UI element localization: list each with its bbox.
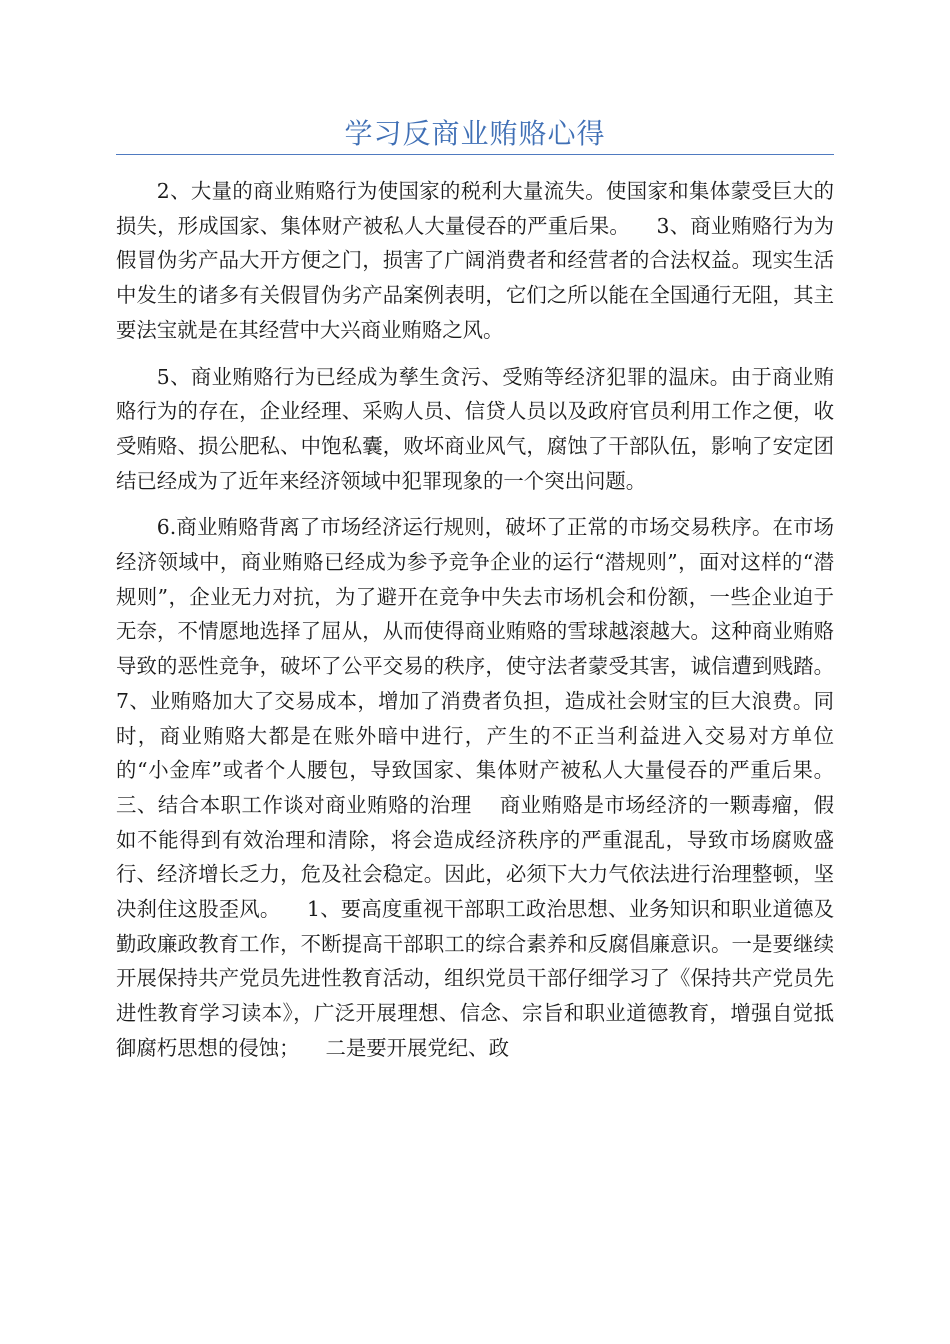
paragraph-2: 5、商业贿赂行为已经成为孳生贪污、受贿等经济犯罪的温床。由于商业贿赂行为的存在，企业经理、采购人员、信贷人员以及政府官员利用工作之便，收受贿赂、损公肥私、中饱私囊，败坏商业风气，腐蚀了干部队伍，影响了安定团结已经成为了近年来经济领域中犯罪现象的一个突出问题。: [116, 364, 834, 493]
paragraph-3: 6.商业贿赂背离了市场经济运行规则，破坏了正常的市场交易秩序。在市场经济领域中，商业贿赂已经成为参予竞争企业的运行“潜规则”，面对这样的“潜规则”，企业无力对抗，为了避开在竞争中失去市场机会和份额，一些企业迫于无奈，不情愿地选择了屈从，从而使得商业贿赂的雪球越滚越大。这种商业贿赂导致的恶性竞争，破坏了公平交易的秩序，使守法者蒙受其害，诚信遭到贱踏。 7、业贿赂加大了交易成本，增加了消费者负担，造成社会财宝的巨大浪费。同时，商业贿赂大都是在账外暗中进行，产生的不正当利益进入交易对方单位的“小金库”或者个人腰包，导致国家、集体财产被私人大量侵吞的严重后果。 三、结合本职工作谈对商业贿赂的治理 商业贿赂是市场经济的一颗毒瘤，假如不能得到有效治理和清除，将会造成经济秩序的严重混乱，导致市场腐败盛行、经济增长乏力，危及社会稳定。因此，必须下大力气依法进行治理整顿，坚决刹住这股歪风。 1、要高度重视干部职工政治思想、业务知识和职业道德及勤政廉政教育工作，不断提高干部职工的综合素养和反腐倡廉意识。一是要继续开展保持共产党员先进性教育活动，组织党员干部仔细学习了《保持共产党员先进性教育学习读本》，广泛开展理想、信念、宗旨和职业道德教育，增强自觉抵御腐朽思想的侵蚀； 二是要开展党纪、政: [116, 515, 860, 1060]
document-title: 学习反商业贿赂心得: [344, 117, 606, 150]
paragraph-1: 2、大量的商业贿赂行为使国家的税利大量流失。使国家和集体蒙受巨大的损失，形成国家、集体财产被私人大量侵吞的严重后果。 3、商业贿赂行为为假冒伪劣产品大开方便之门，损害了广阔消费者和经营者的合法权益。现实生活中发生的诸多有关假冒伪劣产品案例表明，它们之所以能在全国通行无阻，其主要法宝就是在其经营中大兴商业贿赂之风。: [116, 179, 834, 342]
document-body: [116, 174, 860, 1078]
title-underline: [116, 154, 834, 155]
